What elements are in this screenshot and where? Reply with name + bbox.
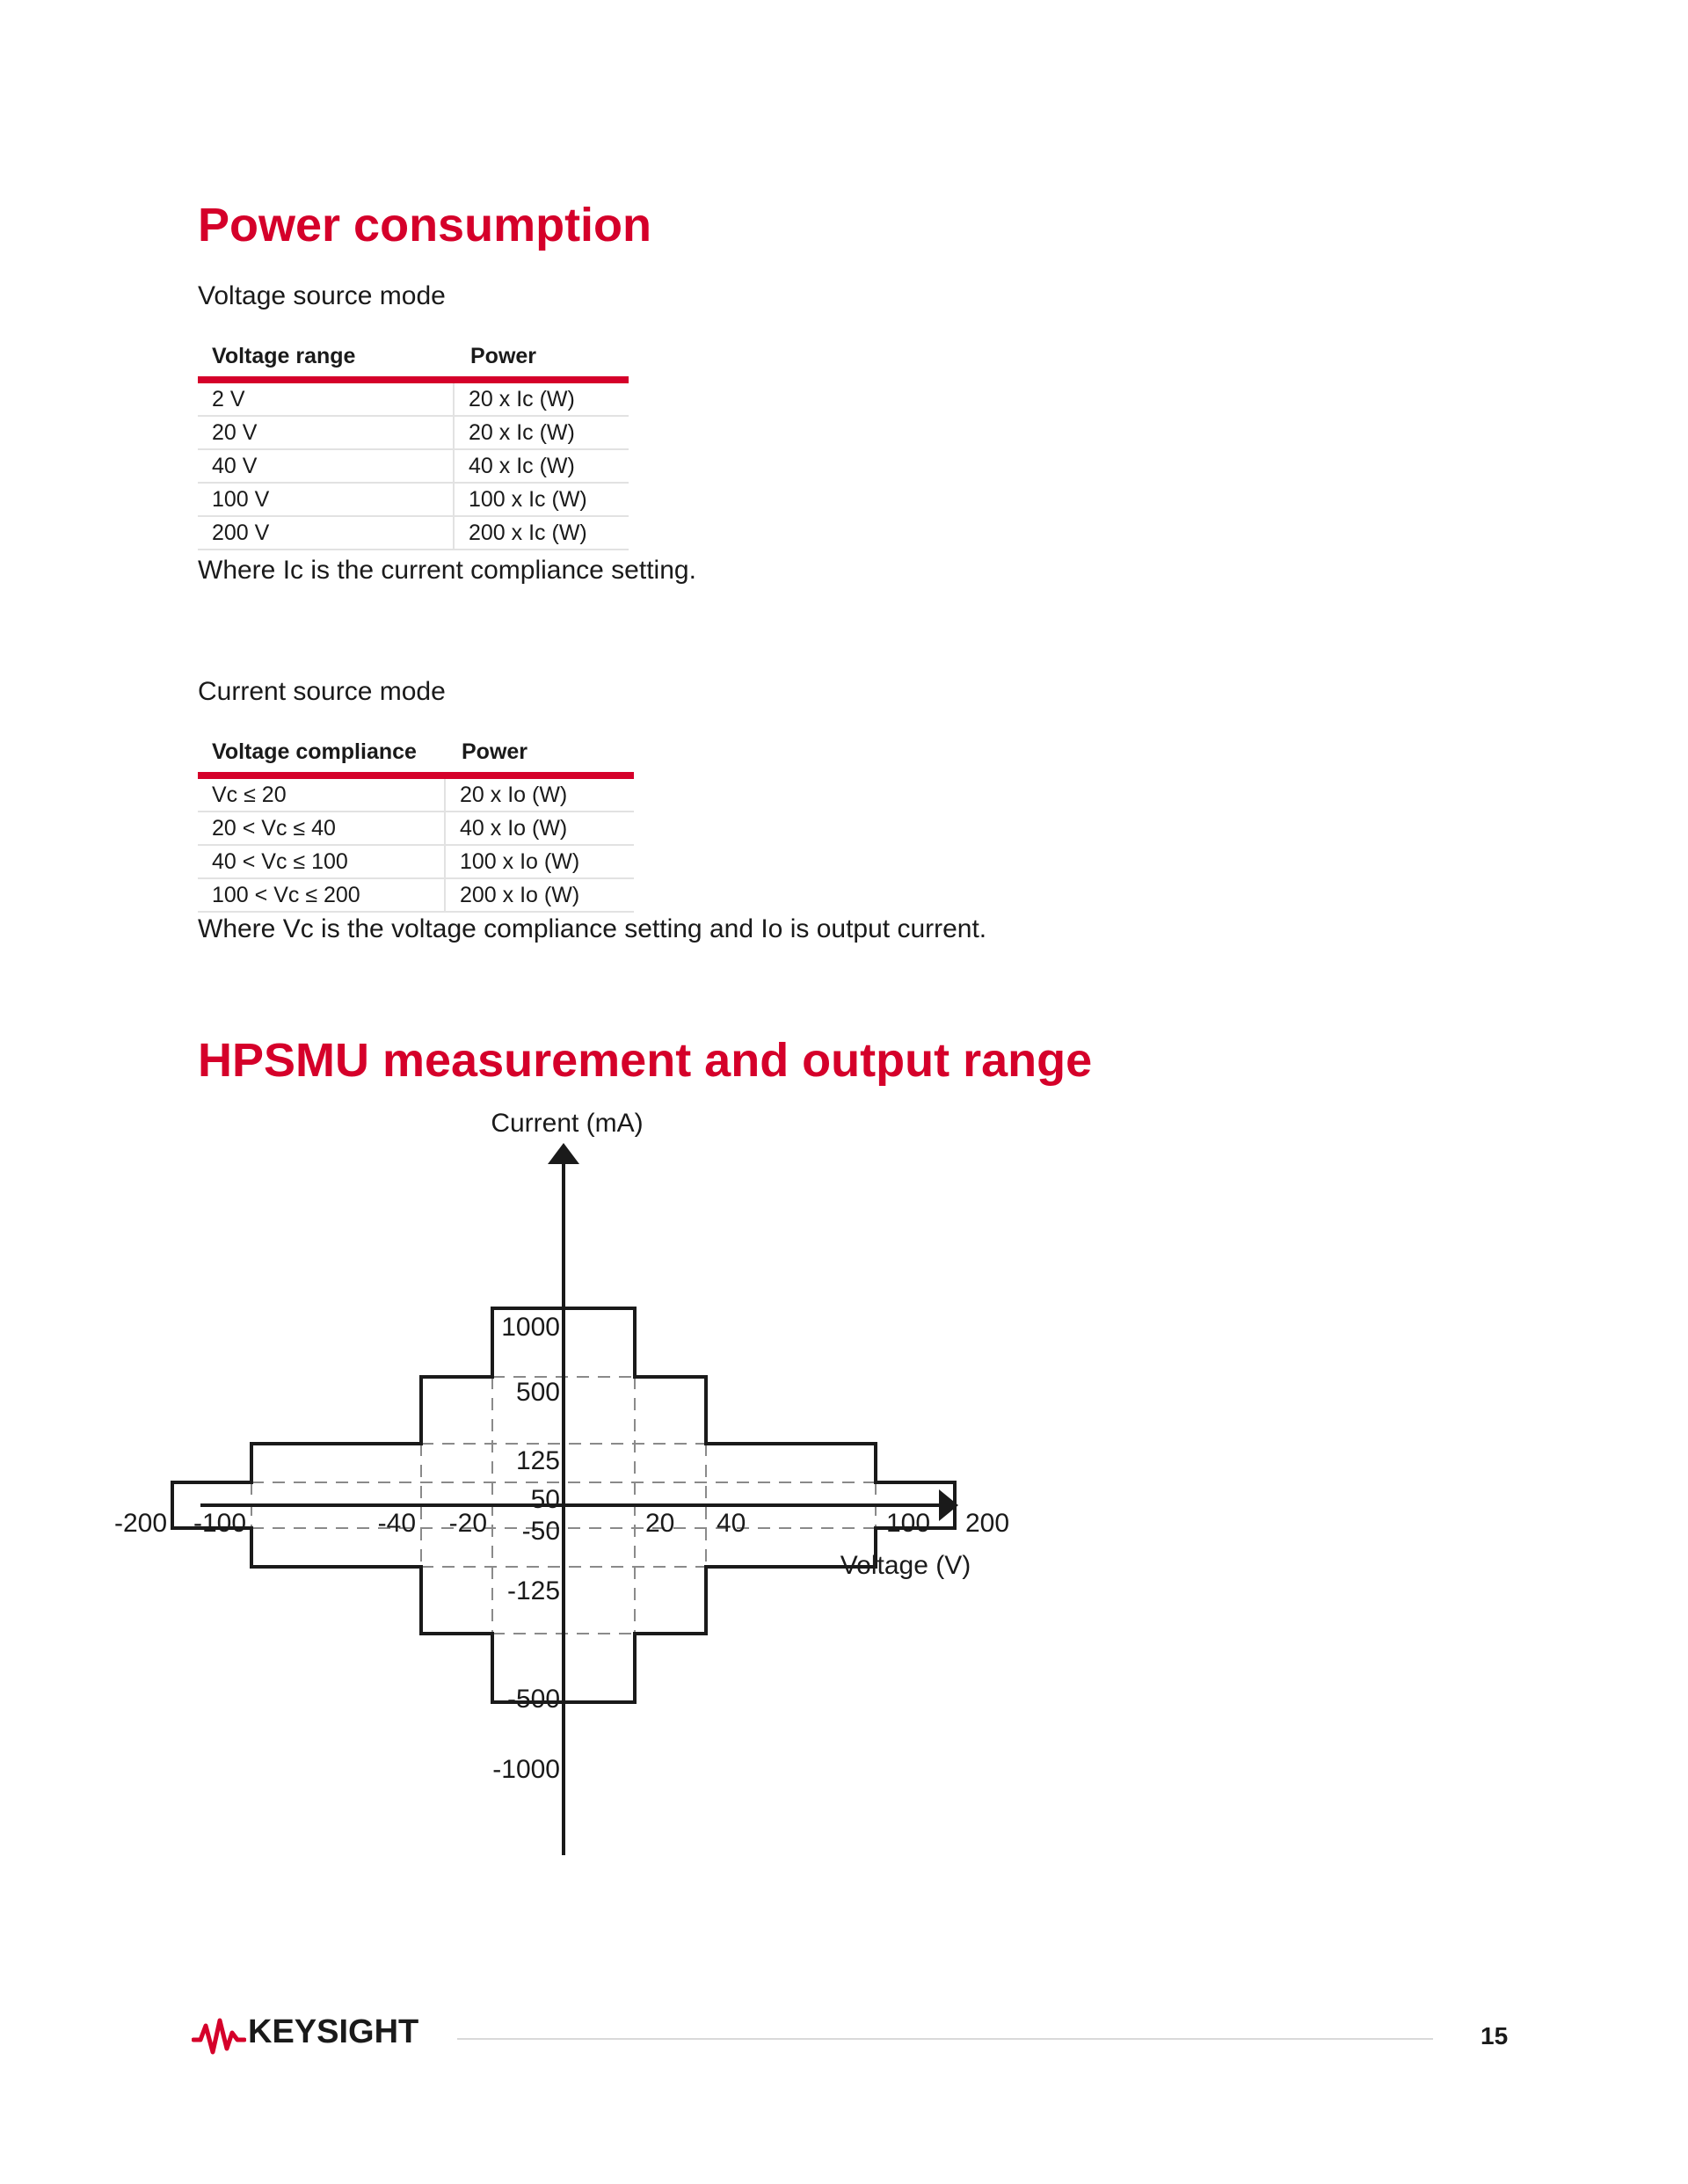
brand-name: KEYSIGHT bbox=[248, 2013, 419, 2050]
y-tick-label: 500 bbox=[515, 1378, 560, 1407]
x-axis-label: Voltage (V) bbox=[840, 1551, 971, 1580]
current-mode-note: Where Vc is the voltage compliance setting and Io is output current. bbox=[198, 914, 987, 943]
table-row bbox=[198, 380, 629, 416]
table-cell: 100 x Ic (W) bbox=[454, 483, 629, 516]
table-cell: 2 V bbox=[198, 380, 454, 416]
x-tick-label: -100 bbox=[193, 1509, 246, 1538]
voltage-source-mode-title: Voltage source mode bbox=[198, 281, 446, 310]
y-tick-label: -50 bbox=[521, 1517, 560, 1546]
table-cell: 200 x Ic (W) bbox=[454, 516, 629, 550]
table-row bbox=[198, 812, 634, 845]
current-source-power-table bbox=[198, 730, 634, 913]
range-heading: HPSMU measurement and output range bbox=[198, 1034, 1093, 1087]
y-tick-label: 125 bbox=[515, 1446, 560, 1475]
table-row bbox=[198, 483, 629, 516]
table-cell: Vc ≤ 20 bbox=[198, 775, 445, 812]
y-tick-label: 50 bbox=[530, 1485, 560, 1514]
hpsmu-range-chart bbox=[0, 1090, 1688, 1882]
table-cell: 20 < Vc ≤ 40 bbox=[198, 812, 445, 845]
table-row bbox=[198, 449, 629, 483]
y-tick-label: -125 bbox=[506, 1576, 560, 1605]
table-cell: 40 V bbox=[198, 449, 454, 483]
table-cell: 40 x Io (W) bbox=[445, 812, 634, 845]
x-tick-label: -40 bbox=[377, 1509, 416, 1538]
chart-axes bbox=[200, 1143, 958, 1855]
table-row bbox=[198, 416, 629, 449]
column-header: Power bbox=[445, 730, 634, 775]
keysight-logo bbox=[192, 2013, 429, 2057]
table-row bbox=[198, 878, 634, 912]
table-header-row bbox=[198, 334, 629, 380]
table-cell: 100 x Io (W) bbox=[445, 845, 634, 878]
y-tick-label: -500 bbox=[506, 1685, 560, 1714]
table-row bbox=[198, 775, 634, 812]
y-tick-label: 1000 bbox=[501, 1313, 560, 1342]
y-tick-label: -1000 bbox=[492, 1755, 560, 1784]
table-header-row bbox=[198, 730, 634, 775]
keysight-wave-icon bbox=[192, 2013, 246, 2057]
column-header: Voltage compliance bbox=[198, 730, 445, 775]
x-tick-label: 40 bbox=[717, 1509, 746, 1538]
column-header: Power bbox=[454, 334, 629, 380]
table-cell: 200 V bbox=[198, 516, 454, 550]
y-axis-arrow-icon bbox=[548, 1143, 579, 1164]
table-cell: 20 x Io (W) bbox=[445, 775, 634, 812]
x-tick-label: 200 bbox=[965, 1509, 1010, 1538]
table-cell: 20 V bbox=[198, 416, 454, 449]
x-tick-label: -200 bbox=[113, 1509, 167, 1538]
x-tick-label: 100 bbox=[886, 1509, 931, 1538]
voltage-mode-note: Where Ic is the current compliance setting. bbox=[198, 556, 696, 585]
table-cell: 40 x Ic (W) bbox=[454, 449, 629, 483]
table-cell: 20 x Ic (W) bbox=[454, 380, 629, 416]
table-cell: 40 < Vc ≤ 100 bbox=[198, 845, 445, 878]
column-header: Voltage range bbox=[198, 334, 454, 380]
voltage-source-power-table bbox=[198, 334, 629, 550]
table-row bbox=[198, 516, 629, 550]
table-cell: 200 x Io (W) bbox=[445, 878, 634, 912]
current-source-mode-title: Current source mode bbox=[198, 677, 446, 706]
x-tick-label: -20 bbox=[448, 1509, 487, 1538]
footer-divider bbox=[457, 2038, 1433, 2040]
x-tick-label: 20 bbox=[645, 1509, 675, 1538]
y-axis-label: Current (mA) bbox=[491, 1109, 644, 1138]
table-row bbox=[198, 845, 634, 878]
table-cell: 100 < Vc ≤ 200 bbox=[198, 878, 445, 912]
power-consumption-heading: Power consumption bbox=[198, 199, 652, 251]
table-cell: 20 x Ic (W) bbox=[454, 416, 629, 449]
table-cell: 100 V bbox=[198, 483, 454, 516]
page-number: 15 bbox=[1481, 2022, 1509, 2049]
